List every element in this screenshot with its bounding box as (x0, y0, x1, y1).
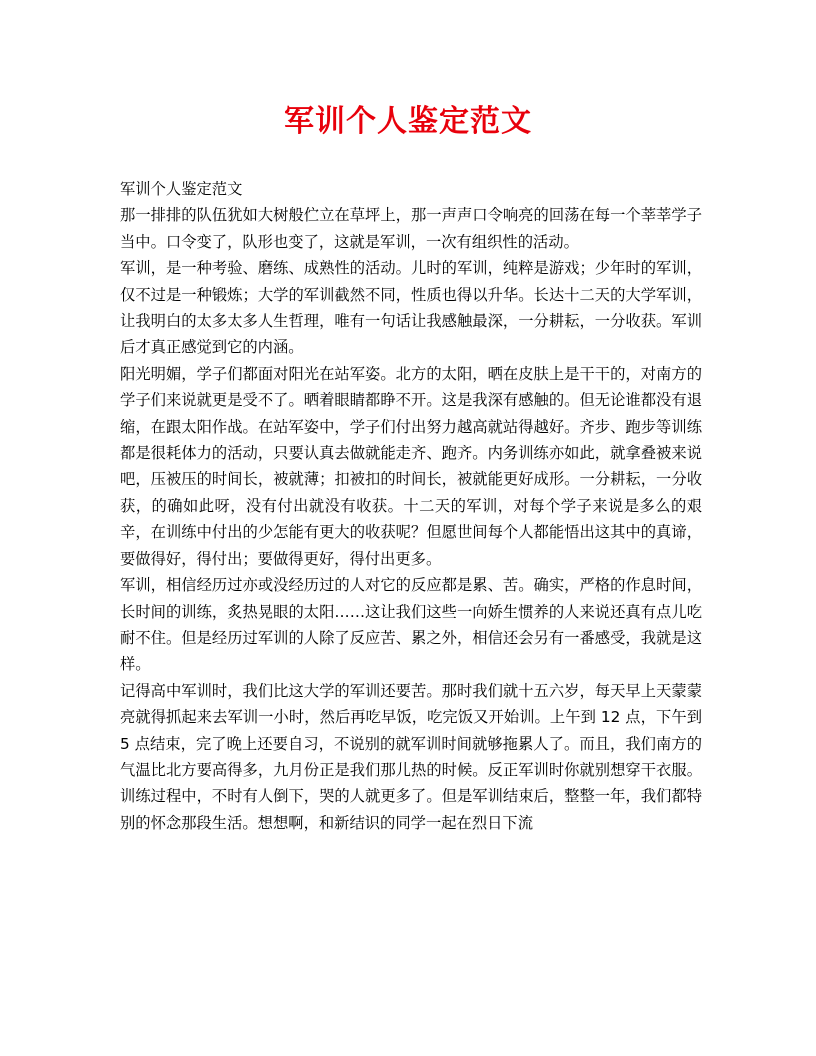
paragraph: 那一排排的队伍犹如大树般伫立在草坪上，那一声声口令响亮的回荡在每一个莘莘学子当中。口令变了，队形也变了，这就是军训，一次有组织性的活动。 (120, 206, 702, 251)
paragraph: 记得高中军训时，我们比这大学的军训还要苦。那时我们就十五六岁，每天早上天蒙蒙亮就得抓起来去军训一小时，然后再吃早饭，吃完饭又开始训。上午到 12 点，下午到 5 点结束，完了晚上还要自习，不说别的就军训时间就够拖累人了。而且，我们南方的气温比北方要高得多，九月份正是我们那儿热的时候。反正军训时你就别想穿干衣服。训练过程中，不时有人倒下，哭的人就更多了。但是军训结束后，整整一年，我们都特别的怀念那段生活。想想啊，和新结识的同学一起在烈日下流 (120, 681, 702, 832)
document-title: 军训个人鉴定范文 (284, 104, 532, 139)
paragraph-subtitle: 军训个人鉴定范文 (120, 180, 243, 198)
paragraph: 阳光明媚，学子们都面对阳光在站军姿。北方的太阳，晒在皮肤上是干干的，对南方的学子们来说就更是受不了。晒着眼睛都睁不开。这是我深有感触的。但无论谁都没有退缩，在跟太阳作战。在站军姿中，学子们付出努力越高就站得越好。齐步、跑步等训练都是很耗体力的活动，只要认真去做就能走齐、跑齐。内务训练亦如此，就拿叠被来说吧，压被压的时间长，被就薄；扣被扣的时间长，被就能更好成形。一分耕耘，一分收获，的确如此呀，没有付出就没有收获。十二天的军训，对每个学子来说是多么的艰辛，在训练中付出的少怎能有更大的收获呢？但愿世间每个人都能悟出这其中的真谛，要做得好，得付出；要做得更好，得付出更多。 (120, 364, 702, 568)
paragraph: 军训，是一种考验、磨练、成熟性的活动。儿时的军训，纯粹是游戏；少年时的军训，仅不过是一种锻炼；大学的军训截然不同，性质也得以升华。长达十二天的大学军训，让我明白的太多太多人生哲理，唯有一句话让我感触最深，一分耕耘，一分收获。军训后才真正感觉到它的内涵。 (120, 259, 702, 357)
document-body (120, 176, 702, 836)
paragraph: 军训，相信经历过亦或没经历过的人对它的反应都是累、苦。确实，严格的作息时间，长时间的训练，炙热晃眼的太阳……这让我们这些一向娇生惯养的人来说还真有点儿吃耐不住。但是经历过军训的人除了反应苦、累之外，相信还会另有一番感受，我就是这样。 (120, 576, 702, 674)
